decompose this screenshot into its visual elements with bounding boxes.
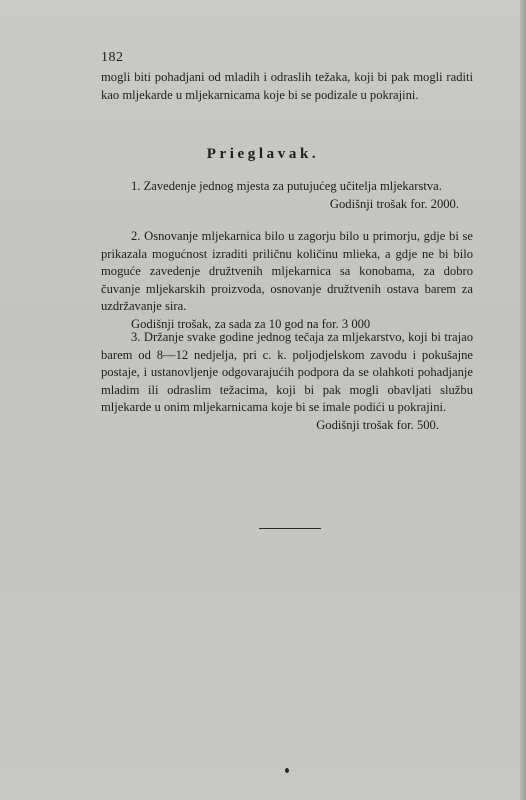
item-2-cost: Godišnji trošak, za sada za 10 god na for. 3 000 [131,316,371,331]
page-edge-shadow [520,0,526,800]
item-3-cost: Godišnji trošak for. 500. [316,417,439,432]
item-1-cost: Godišnji trošak for. 2000. [329,196,459,211]
item-2-text: 2. Osnovanje mljekarnica bilo u zagorju bilo u primorju, gdje bi se prikazala mogućnost izraditi priličnu količinu mlieka, a gdje ne bi bilo moguće zavedenje družtvenih mljekarnica sa konobama, za dobro čuvanje mljekarskih proizvoda, osnovanje družtvenih ostava barem za uzdržavanje sira. [101,229,473,314]
section-divider [259,528,321,529]
ink-dot [285,768,289,773]
page-number: 182 [101,50,124,65]
summary-item-3 [101,329,473,435]
summary-item-2 [101,228,473,334]
summary-item-1 [101,178,473,213]
item-1-text: 1. Zavedenje jednog mjesta za putujućeg učitelja mljekarstva. [131,179,442,193]
section-heading: Prieglavak. [206,146,320,162]
intro-paragraph: mogli biti pohadjani od mladih i odraslih težaka, koji bi pak mogli raditi kao mljekarde u mljekarnicama koje bi se podizale u pokrajini. [101,70,473,102]
item-3-text: 3. Držanje svake godine jednog tečaja za mljekarstvo, koji bi trajao barem od 8—12 nedjelja, pri c. k. poljodjelskom zavodu i pokušajne postaje, i ustanovljenje odgovarajućih podpora da se olahkoti pohadjanje mladim ili odraslim težacima, koji bi pak mogli obavljati službu mljekarde u onim mljekarnicama koje bi se imale podići u pokrajini. [101,330,473,415]
